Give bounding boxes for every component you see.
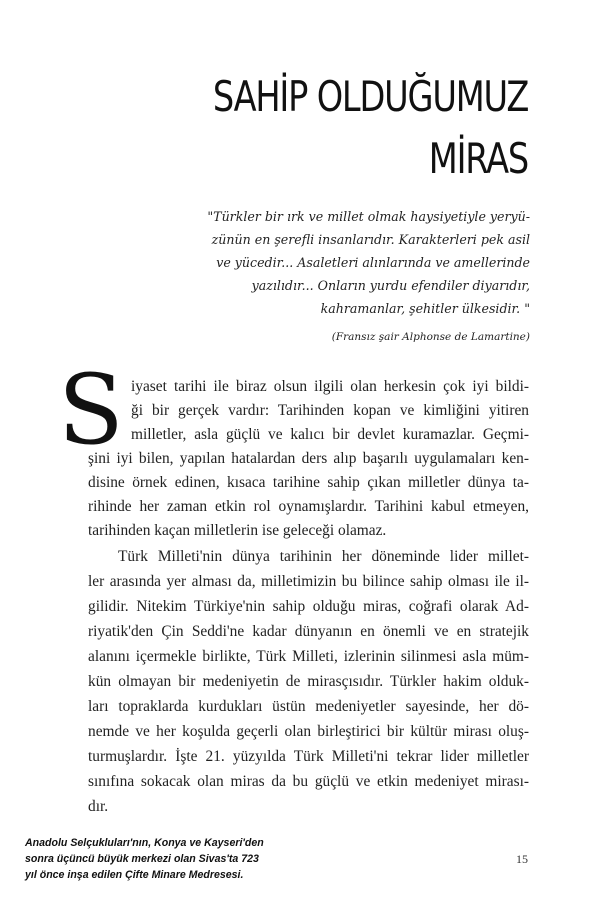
body-line: riyatik'den Çin Seddi'ne kadar dünyanın en önemli ve en stratejik: [88, 623, 529, 640]
chapter-title-line-2: MİRAS: [428, 134, 528, 183]
body-line: sınıfına sokacak olan miras da bu güçlü ve etkin medeniyet mirası-: [88, 773, 529, 790]
body-line: ği bir gerçek vardır: Tarihinden kopan ve kimliğini yitiren: [131, 402, 529, 419]
epigraph-line: yazılıdır... Onların yurdu efendiler diyarıdır,: [251, 278, 530, 293]
caption-line: sonra üçüncü büyük merkezi olan Sivas'ta 723: [25, 853, 259, 865]
body-line: şini iyi bilen, yapılan hatalardan ders alıp başarılı uygulamaları ken-: [88, 450, 529, 467]
body-line: disine örnek edinen, kısaca tarihine sahip çıkan milletler dünya ta-: [88, 474, 529, 491]
chapter-title-line-1: SAHİP OLDUĞUMUZ: [212, 72, 528, 121]
caption-line: yıl önce inşa edilen Çifte Minare Medresesi.: [25, 869, 244, 881]
body-line: milletler, asla güçlü ve kalıcı bir devlet kuramazlar. Geçmi-: [131, 426, 529, 443]
body-line: rihinde her zaman etkin rol oynamışlardır. Tarihini kabul etmeyen,: [88, 498, 529, 515]
body-line: tarihinden kaçan milletlerin ise geleceği olamaz.: [88, 522, 387, 539]
epigraph-line: ve yücedir... Asaletleri alınlarında ve amellerinde: [216, 255, 530, 270]
body-line: Türk Milleti'nin dünya tarihinin her döneminde lider millet-: [118, 548, 529, 565]
page-number: 15: [516, 852, 528, 866]
body-line: ler arasında yer alması da, milletimizin bu bilince sahip olması ile il-: [88, 573, 529, 590]
body-line: dır.: [88, 798, 109, 815]
epigraph-attribution: (Fransız şair Alphonse de Lamartine): [331, 331, 530, 343]
drop-cap: S: [58, 354, 124, 466]
body-line: ları topraklarda kurdukları üstün medeniyetler sayesinde, her dö-: [88, 698, 529, 715]
body-line: kün olmayan bir medeniyetin de mirasçısıdır. Türkler hakim olduk-: [88, 673, 529, 690]
image-caption: [25, 835, 264, 883]
epigraph-line: zünün en şerefli insanlarıdır. Karakterleri pek asil: [211, 232, 530, 247]
body-line: turmuşlardır. İşte 21. yüzyılda Türk Milleti'ni tekrar lider milletler: [88, 748, 529, 765]
epigraph-line: kahramanlar, şehitler ülkesidir. ": [320, 301, 530, 316]
caption-line: Anadolu Selçukluları'nın, Konya ve Kayseri'den: [25, 837, 264, 849]
epigraph-line: "Türkler bir ırk ve millet olmak haysiyetiyle yeryü-: [207, 209, 530, 224]
body-line: alanını içermekle birlikte, Türk Milleti, izlerinin silinmesi asla müm-: [88, 648, 529, 665]
body-line: gilidir. Nitekim Türkiye'nin sahip olduğu miras, coğrafi olarak Ad-: [88, 598, 529, 615]
body-line: iyaset tarihi ile biraz olsun ilgili olan herkesin çok iyi bildi-: [131, 378, 529, 395]
body-line: nemde ve her koşulda geçerli olan birleştirici bir kültür mirası oluş-: [88, 723, 529, 740]
